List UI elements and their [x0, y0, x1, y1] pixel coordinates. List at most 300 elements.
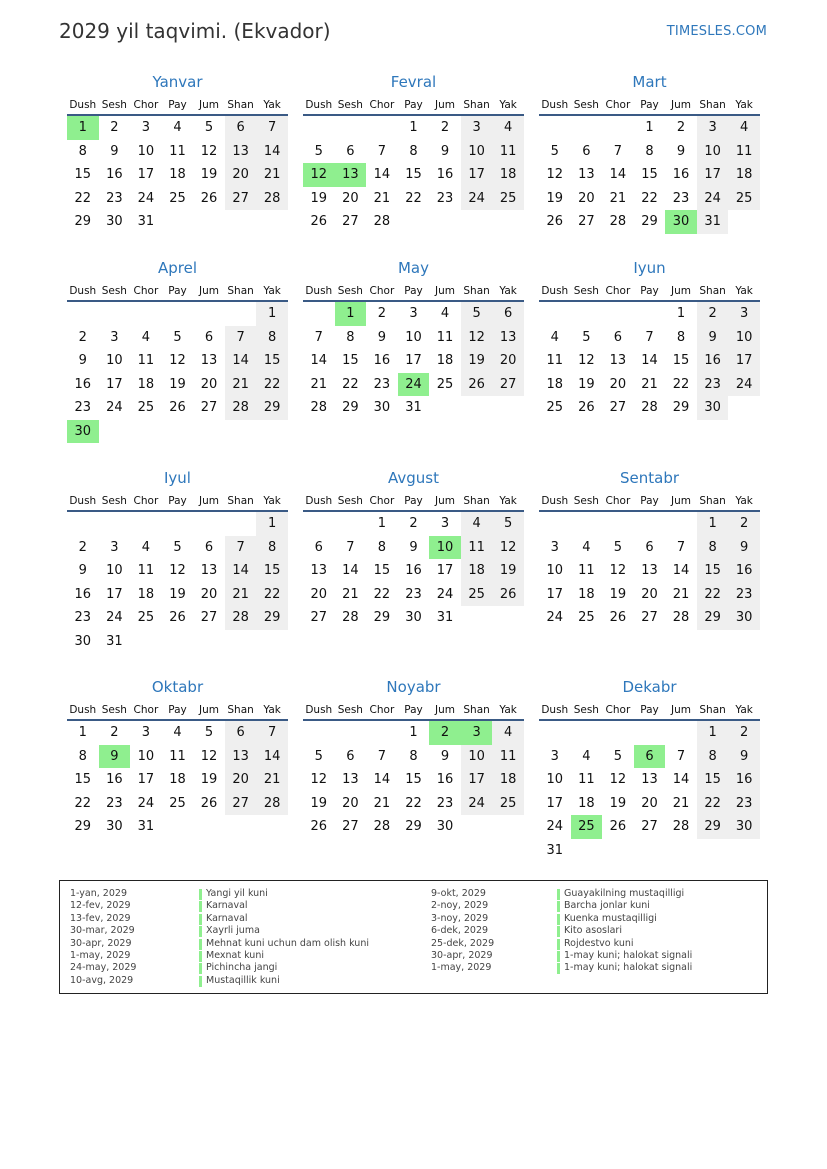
week-row — [303, 512, 524, 536]
empty-cell — [728, 396, 760, 420]
weekday-header — [303, 94, 524, 116]
empty-cell — [162, 512, 194, 536]
day-cell: 20 — [609, 376, 627, 392]
day-cell: 7 — [314, 329, 323, 345]
weekday-label: Jum — [199, 99, 220, 111]
week-row — [539, 116, 760, 140]
day-cell: 26 — [169, 610, 186, 625]
weekday-label: Chor — [369, 704, 395, 716]
day-cell: 15 — [342, 353, 359, 368]
empty-cell — [303, 302, 335, 326]
weekday-label: Yak — [499, 99, 517, 111]
week-row — [67, 606, 288, 630]
week-row — [67, 187, 288, 211]
day-cell: 16 — [728, 768, 760, 792]
day-cell: 27 — [342, 819, 359, 834]
day-cell: 21 — [373, 190, 391, 206]
empty-cell — [256, 630, 288, 654]
week-row — [67, 583, 288, 607]
week-row — [539, 302, 760, 326]
empty-cell — [634, 721, 666, 745]
empty-cell — [539, 512, 571, 536]
empty-cell — [225, 420, 257, 444]
day-cell: 8 — [409, 143, 418, 159]
day-cell: 11 — [578, 772, 595, 787]
day-cell: 7 — [225, 536, 257, 560]
week-row — [67, 373, 288, 397]
day-cell: 9 — [409, 539, 418, 555]
day-cell: 14 — [672, 772, 690, 787]
empty-cell — [492, 606, 524, 630]
day-cell: 26 — [169, 400, 186, 415]
weekday-label: Jum — [199, 285, 220, 297]
day-cell: 27 — [578, 214, 595, 229]
day-cell: 20 — [225, 768, 257, 792]
legend-date: 30-apr, 2029 — [70, 937, 132, 949]
day-cell: 26 — [310, 819, 328, 834]
day-cell: 12 — [609, 772, 627, 787]
legend-date: 6-dek, 2029 — [431, 925, 489, 937]
day-cell: 10 — [546, 563, 564, 578]
day-cell: 16 — [728, 559, 760, 583]
day-cell: 25 — [436, 376, 454, 392]
day-cell: 9 — [78, 563, 87, 578]
day-cell: 6 — [204, 539, 214, 555]
empty-cell — [539, 721, 571, 745]
day-cell: 5 — [314, 748, 323, 764]
day-cell: 17 — [436, 563, 454, 578]
month-name: Dekabr — [622, 678, 677, 696]
weekday-label: Chor — [369, 285, 395, 297]
day-cell: 6 — [582, 143, 591, 159]
day-cell: 20 — [310, 586, 328, 602]
day-cell: 26 — [546, 214, 564, 229]
week-row — [67, 630, 288, 654]
day-cell: 8 — [78, 143, 87, 159]
day-cell: 3 — [409, 306, 418, 321]
day-cell: 30 — [106, 214, 123, 229]
day-cell: 13 — [200, 353, 218, 368]
day-cell: 25 — [137, 400, 155, 415]
day-cell: 23 — [373, 376, 391, 392]
site-link[interactable]: TIMESLES.COM — [666, 24, 767, 39]
day-cell: 1 — [256, 302, 288, 326]
empty-cell — [539, 116, 571, 140]
weekday-label: Sesh — [573, 495, 599, 507]
month-name: Oktabr — [151, 678, 204, 696]
day-cell: 16 — [436, 167, 454, 182]
day-cell: 3 — [728, 302, 760, 326]
day-cell: 5 — [582, 329, 591, 345]
month-6 — [67, 468, 288, 653]
legend-dates-left — [70, 888, 136, 987]
week-row — [303, 721, 524, 745]
week-row — [539, 349, 760, 373]
day-cell: 25 — [137, 610, 155, 625]
month-10 — [303, 677, 524, 839]
day-cell: 15 — [256, 349, 288, 373]
week-row — [539, 210, 760, 234]
weekday-label: Shan — [463, 495, 490, 507]
day-cell: 10 — [697, 140, 729, 164]
day-cell: 20 — [641, 795, 658, 811]
empty-cell — [162, 210, 194, 234]
day-cell: 29 — [74, 819, 92, 834]
week-row — [303, 559, 524, 583]
day-cell: 24 — [137, 795, 155, 811]
weekday-label: Sesh — [573, 285, 599, 297]
day-cell: 22 — [256, 373, 288, 397]
day-cell: 12 — [169, 353, 186, 368]
legend-holiday-name: Mexnat kuni — [199, 950, 369, 962]
day-cell: 19 — [310, 190, 328, 206]
day-cell: 28 — [641, 400, 658, 415]
day-cell: 13 — [578, 167, 595, 182]
weekday-label: Pay — [168, 704, 187, 716]
day-cell: 29 — [256, 396, 288, 420]
day-cell: 22 — [373, 586, 391, 602]
empty-cell — [99, 302, 131, 326]
day-cell: 16 — [373, 353, 391, 368]
month-1 — [303, 72, 524, 234]
empty-cell — [571, 116, 603, 140]
weekday-label: Shan — [227, 99, 254, 111]
day-cell: 28 — [256, 792, 288, 816]
week-row — [303, 163, 524, 187]
day-cell: 16 — [405, 563, 422, 578]
empty-cell — [571, 721, 603, 745]
day-cell: 25 — [169, 190, 186, 206]
day-cell: 2 — [78, 539, 87, 555]
day-cell: 30 — [74, 633, 92, 649]
day-cell: 8 — [78, 748, 87, 764]
holiday-day-cell: 24 — [398, 373, 430, 397]
weekday-label: Yak — [263, 495, 281, 507]
day-cell: 23 — [405, 586, 422, 602]
week-row — [67, 536, 288, 560]
weekday-label: Chor — [133, 704, 159, 716]
weekday-label: Jum — [435, 704, 456, 716]
month-name: Sentabr — [619, 469, 680, 487]
legend-date: 13-fev, 2029 — [70, 912, 131, 924]
month-name: Mart — [632, 73, 667, 91]
day-cell: 16 — [697, 349, 729, 373]
weekday-label: Yak — [735, 285, 753, 297]
week-row — [539, 815, 760, 839]
week-row — [303, 536, 524, 560]
day-cell: 18 — [137, 586, 155, 602]
empty-cell — [162, 420, 194, 444]
day-cell: 19 — [578, 376, 595, 392]
day-cell: 14 — [256, 745, 288, 769]
empty-cell — [461, 606, 493, 630]
empty-cell — [67, 302, 99, 326]
legend-date: 1-yan, 2029 — [70, 888, 127, 899]
day-cell: 4 — [461, 512, 493, 536]
day-cell: 11 — [169, 143, 186, 159]
weekday-label: Dush — [305, 99, 333, 111]
day-cell: 2 — [377, 306, 387, 321]
month-name: Avgust — [388, 469, 439, 487]
week-row — [539, 373, 760, 397]
day-cell: 23 — [436, 795, 454, 811]
day-cell: 28 — [310, 400, 328, 415]
day-cell: 15 — [641, 167, 658, 182]
weekday-label: Pay — [640, 99, 659, 111]
weekday-label: Shan — [227, 704, 254, 716]
week-row — [303, 116, 524, 140]
holiday-day-cell: 25 — [571, 815, 603, 839]
day-cell: 1 — [409, 120, 418, 135]
empty-cell — [225, 210, 257, 234]
empty-cell — [256, 815, 288, 839]
day-cell: 22 — [405, 795, 422, 811]
holiday-day-cell: 30 — [665, 210, 697, 234]
day-cell: 19 — [609, 586, 627, 602]
weekday-label: Pay — [168, 495, 187, 507]
legend-holiday-name: Barcha jonlar kuni — [557, 900, 692, 912]
empty-cell — [634, 839, 666, 863]
day-cell: 19 — [492, 559, 524, 583]
empty-cell — [634, 302, 666, 326]
weekday-label: Yak — [735, 495, 753, 507]
day-cell: 4 — [141, 539, 151, 555]
empty-cell — [335, 116, 367, 140]
day-cell: 12 — [578, 353, 595, 368]
empty-cell — [634, 512, 666, 536]
day-cell: 19 — [546, 190, 564, 206]
day-cell: 15 — [672, 353, 690, 368]
day-cell: 14 — [373, 167, 391, 182]
empty-cell — [461, 396, 493, 420]
day-cell: 9 — [676, 143, 686, 159]
day-cell: 29 — [672, 400, 690, 415]
day-cell: 10 — [405, 329, 422, 345]
day-cell: 6 — [204, 329, 214, 345]
day-cell: 7 — [346, 539, 355, 555]
day-cell: 5 — [204, 725, 214, 740]
empty-cell — [728, 839, 760, 863]
week-row — [539, 140, 760, 164]
day-cell: 12 — [200, 143, 218, 159]
day-cell: 6 — [346, 143, 355, 159]
weekday-label: Jum — [199, 704, 220, 716]
month-name: Yanvar — [152, 73, 203, 91]
month-9 — [67, 677, 288, 839]
day-cell: 5 — [461, 302, 493, 326]
week-row — [539, 606, 760, 630]
empty-cell — [130, 420, 162, 444]
day-cell: 2 — [728, 512, 760, 536]
day-cell: 4 — [550, 329, 559, 345]
month-8 — [539, 468, 760, 630]
day-cell: 18 — [578, 586, 595, 602]
day-cell: 11 — [137, 563, 155, 578]
week-row — [539, 583, 760, 607]
week-row — [303, 815, 524, 839]
day-cell: 18 — [137, 376, 155, 392]
day-cell: 15 — [373, 563, 391, 578]
day-cell: 26 — [609, 610, 627, 625]
day-cell: 23 — [728, 583, 760, 607]
empty-cell — [665, 721, 697, 745]
day-cell: 26 — [310, 214, 328, 229]
day-cell: 10 — [461, 140, 493, 164]
weekday-label: Dush — [305, 704, 333, 716]
legend-date: 1-may, 2029 — [70, 949, 131, 961]
day-cell: 20 — [200, 586, 218, 602]
empty-cell — [256, 420, 288, 444]
empty-cell — [193, 210, 225, 234]
day-cell: 8 — [346, 329, 355, 345]
day-cell: 14 — [672, 563, 690, 578]
day-cell: 10 — [137, 143, 155, 159]
day-cell: 11 — [169, 748, 186, 764]
holiday-day-cell: 12 — [303, 163, 335, 187]
legend-date: 2-noy, 2029 — [431, 900, 489, 912]
day-cell: 1 — [697, 512, 729, 536]
legend-date: 30-apr, 2029 — [431, 949, 493, 961]
empty-cell — [99, 512, 131, 536]
day-cell: 21 — [609, 190, 627, 206]
legend-holiday-name: Mehnat kuni uchun dam olish kuni — [199, 938, 369, 950]
month-5 — [539, 258, 760, 420]
day-cell: 4 — [728, 116, 760, 140]
empty-cell — [193, 630, 225, 654]
day-cell: 7 — [676, 748, 686, 764]
legend-holiday-name: 1-may kuni; halokat signali — [557, 962, 692, 974]
day-cell: 21 — [641, 376, 658, 392]
weekday-label: Dush — [69, 704, 97, 716]
week-row — [67, 326, 288, 350]
day-cell: 23 — [672, 190, 690, 206]
week-row — [67, 140, 288, 164]
day-cell: 21 — [225, 583, 257, 607]
week-row — [67, 396, 288, 420]
day-cell: 4 — [440, 306, 450, 321]
empty-cell — [571, 839, 603, 863]
week-row — [67, 768, 288, 792]
legend-holiday-name: Yangi yil kuni — [199, 888, 369, 900]
day-cell: 13 — [609, 353, 627, 368]
day-cell: 10 — [461, 745, 493, 769]
legend-date: 9-okt, 2029 — [431, 888, 486, 899]
day-cell: 8 — [645, 143, 654, 159]
weekday-label: Pay — [640, 704, 659, 716]
day-cell: 28 — [373, 214, 391, 229]
day-cell: 16 — [106, 772, 123, 787]
week-row — [67, 512, 288, 536]
day-cell: 21 — [310, 376, 328, 392]
day-cell: 9 — [728, 745, 760, 769]
day-cell: 11 — [728, 140, 760, 164]
legend-holiday-name: Pichincha jangi — [199, 962, 369, 974]
weekday-label: Yak — [263, 99, 281, 111]
weekday-label: Dush — [305, 495, 333, 507]
day-cell: 29 — [405, 819, 422, 834]
day-cell: 2 — [110, 120, 119, 135]
day-cell: 27 — [342, 214, 359, 229]
weekday-label: Shan — [463, 704, 490, 716]
day-cell: 14 — [609, 167, 627, 182]
day-cell: 7 — [256, 721, 288, 745]
empty-cell — [225, 512, 257, 536]
legend-holiday-name: Xayrli juma — [199, 925, 369, 937]
day-cell: 15 — [697, 559, 729, 583]
week-row — [303, 373, 524, 397]
day-cell: 11 — [578, 563, 595, 578]
month-name: Iyun — [633, 259, 666, 277]
day-cell: 3 — [550, 539, 559, 555]
day-cell: 25 — [728, 187, 760, 211]
weekday-label: Shan — [463, 285, 490, 297]
weekday-header — [67, 699, 288, 721]
month-0 — [67, 72, 288, 234]
day-cell: 17 — [546, 586, 564, 602]
weekday-label: Jum — [671, 495, 692, 507]
day-cell: 21 — [672, 586, 690, 602]
weekday-header — [539, 280, 760, 302]
day-cell: 23 — [436, 190, 454, 206]
week-row — [67, 349, 288, 373]
week-row — [539, 559, 760, 583]
day-cell: 20 — [342, 795, 359, 811]
week-row — [303, 768, 524, 792]
weekday-label: Pay — [640, 495, 659, 507]
weekday-label: Shan — [227, 285, 254, 297]
day-cell: 13 — [641, 563, 658, 578]
weekday-header — [539, 490, 760, 512]
day-cell: 22 — [641, 190, 658, 206]
day-cell: 20 — [342, 190, 359, 206]
empty-cell — [335, 721, 367, 745]
legend-date: 25-dek, 2029 — [431, 937, 495, 949]
day-cell: 18 — [169, 167, 186, 182]
weekday-label: Pay — [168, 285, 187, 297]
month-3 — [67, 258, 288, 443]
day-cell: 13 — [200, 563, 218, 578]
weekday-label: Yak — [499, 704, 517, 716]
day-cell: 26 — [461, 373, 493, 397]
day-cell: 13 — [225, 140, 257, 164]
weekday-header — [539, 699, 760, 721]
day-cell: 24 — [546, 610, 564, 625]
empty-cell — [130, 512, 162, 536]
day-cell: 4 — [582, 539, 591, 555]
weekday-label: Dush — [541, 704, 569, 716]
day-cell: 15 — [256, 559, 288, 583]
day-cell: 17 — [728, 349, 760, 373]
page-title: 2029 yil taqvimi. (Ekvador) — [59, 19, 331, 43]
day-cell: 9 — [377, 329, 387, 345]
day-cell: 4 — [173, 120, 182, 135]
day-cell: 30 — [728, 606, 760, 630]
day-cell: 17 — [461, 163, 493, 187]
day-cell: 25 — [169, 795, 186, 811]
day-cell: 18 — [546, 376, 564, 392]
empty-cell — [366, 116, 398, 140]
weekday-label: Jum — [671, 285, 692, 297]
day-cell: 25 — [461, 583, 493, 607]
day-cell: 5 — [613, 539, 623, 555]
weekday-label: Sesh — [337, 704, 363, 716]
week-row — [539, 839, 760, 863]
day-cell: 1 — [409, 725, 418, 740]
legend-names-right — [557, 888, 692, 975]
empty-cell — [256, 210, 288, 234]
day-cell: 9 — [697, 326, 729, 350]
day-cell: 1 — [645, 120, 654, 135]
